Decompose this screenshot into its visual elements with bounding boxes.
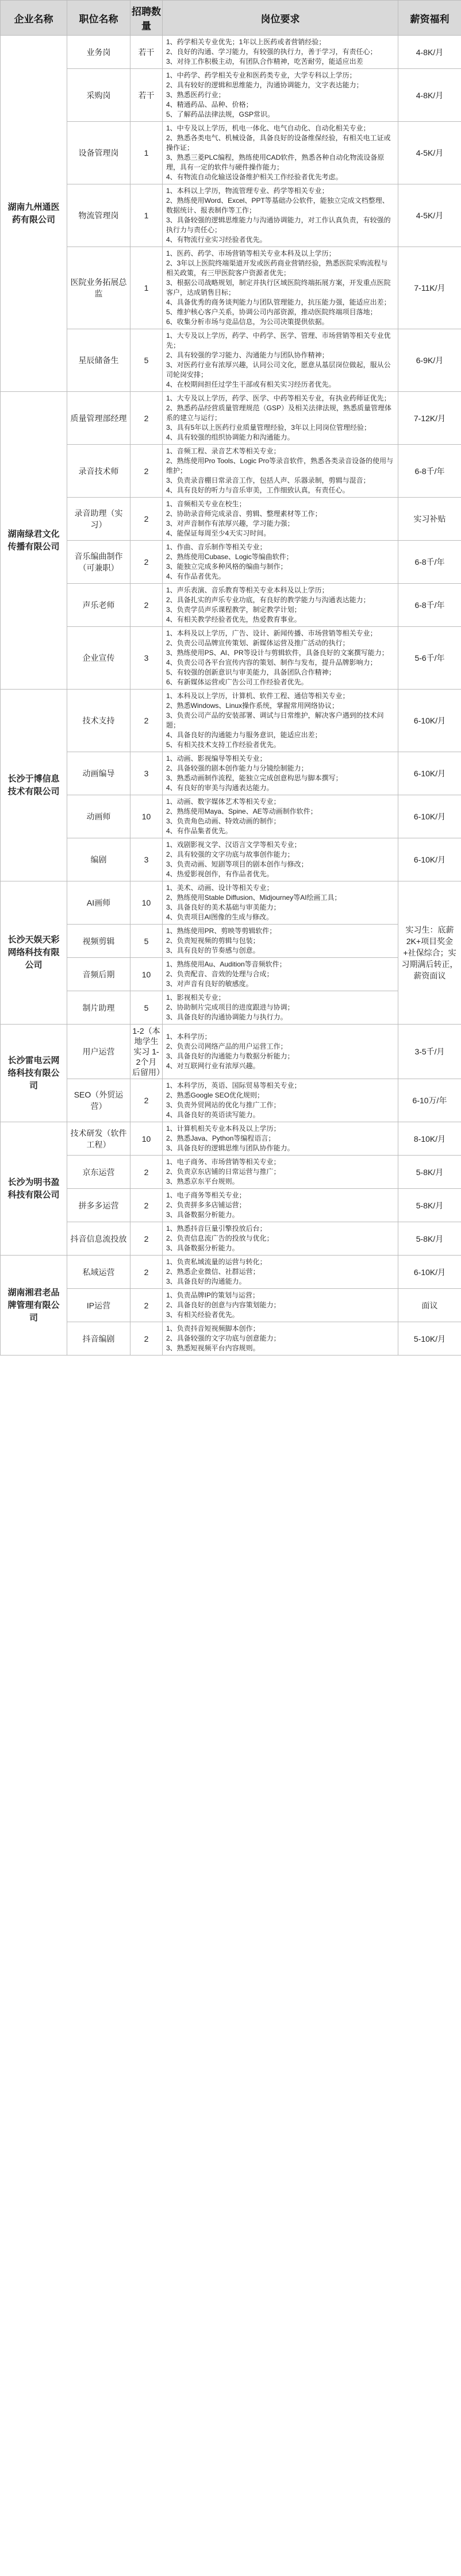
job-salary: 实习生：底薪2K+项目奖金+社保综合；实习期满后转正，薪资面议	[398, 881, 461, 1025]
requirement-line: 4、具备良好的英语读写能力。	[166, 1111, 260, 1119]
job-count: 若干	[130, 69, 163, 122]
requirement-line: 3、对声音有良好的敏感度。	[166, 980, 253, 988]
header-count: 招聘数量	[130, 1, 163, 36]
job-count: 10	[130, 1122, 163, 1156]
job-title: 音乐编曲制作（可兼职）	[67, 541, 130, 584]
job-count: 10	[130, 795, 163, 838]
requirement-line: 1、中专及以上学历，机电一体化、电气自动化、自动化相关专业；	[166, 124, 370, 132]
job-title: 物流管理岗	[67, 184, 130, 247]
table-row	[1, 1322, 461, 1356]
requirement-line: 2、负责短视频的剪辑与包装；	[166, 937, 260, 945]
job-count: 3	[130, 838, 163, 881]
requirement-line: 3、熟悉动画制作流程，能独立完成创意构思与脚本撰写；	[166, 774, 343, 782]
job-count: 1	[130, 184, 163, 247]
requirement-line: 2、协助制片完成项目的进度跟进与协调；	[166, 1003, 294, 1011]
job-requirements	[163, 1079, 398, 1122]
job-requirements	[163, 881, 398, 925]
requirement-line: 2、3年以上医院终端渠道开发或医药商业营销经验，熟悉医院采购流程与相关政策，有三甲医院客户资源者优先；	[166, 259, 388, 277]
table-row	[1, 1289, 461, 1322]
requirement-line: 5、有较强的创新意识与审美能力，具备团队合作精神；	[166, 668, 336, 676]
job-title: 设备管理岗	[67, 122, 130, 184]
table-row	[1, 1189, 461, 1222]
job-requirements	[163, 1025, 398, 1079]
company-name: 湖南九州通医药有限公司	[1, 36, 67, 392]
requirement-line: 2、负责信息流广告的投放与优化；	[166, 1234, 274, 1242]
job-count: 2	[130, 392, 163, 445]
job-title: 京东运营	[67, 1156, 130, 1189]
job-title: 企业宣传	[67, 627, 130, 690]
table-header	[1, 1, 461, 36]
job-title: 制片助理	[67, 991, 130, 1025]
requirement-line: 4、具有较强的组织协调能力和沟通能力。	[166, 433, 294, 441]
requirement-line: 2、熟悉药品经营质量管理规范（GSP）及相关法律法规，熟悉质量管理体系的建立与运行；	[166, 404, 392, 422]
job-title: 技术支持	[67, 690, 130, 752]
requirement-line: 1、大专及以上学历，药学、中药学、医学、管理、市场营销等相关专业优先；	[166, 332, 391, 349]
job-count: 2	[130, 541, 163, 584]
job-requirements	[163, 329, 398, 392]
company-name: 湖南湘君老品牌管理有限公司	[1, 1256, 67, 1356]
requirement-line: 3、负责学员声乐课程教学，制定教学计划；	[166, 606, 301, 614]
job-salary: 4-8K/月	[398, 69, 461, 122]
job-title: 音频后期	[67, 958, 130, 991]
requirement-line: 2、具备良好的创意与内容策划能力；	[166, 1301, 281, 1309]
table-row	[1, 498, 461, 541]
requirement-line: 2、熟悉各类电气、机械设备，具备良好的设备维保经验，有相关电工证或操作证；	[166, 134, 391, 152]
requirement-line: 2、熟练使用Stable Diffusion、Midjourney等AI绘画工具；	[166, 894, 341, 902]
job-salary: 8-10K/月	[398, 1122, 461, 1156]
requirement-line: 1、计算机相关专业本科及以上学历；	[166, 1125, 281, 1133]
requirement-line: 3、根据公司战略规划，制定并执行区域医院终端拓展方案，开发重点医院客户，达成销售目标；	[166, 279, 391, 297]
job-requirements	[163, 584, 398, 627]
table-row	[1, 795, 461, 838]
job-requirements	[163, 498, 398, 541]
job-title: 拼多多运营	[67, 1189, 130, 1222]
requirement-line: 4、有物流行业实习经验者优先。	[166, 236, 267, 244]
requirement-line: 2、良好的沟通、学习能力，有较强的执行力，善于学习，有责任心；	[166, 48, 377, 56]
job-salary: 6-8千/年	[398, 584, 461, 627]
job-salary: 6-10K/月	[398, 838, 461, 881]
requirement-line: 4、有作品者优先。	[166, 572, 225, 580]
requirement-line: 3、熟悉短视频平台内容规则。	[166, 1344, 260, 1352]
job-count: 若干	[130, 36, 163, 69]
table-row	[1, 690, 461, 752]
job-title: 动画师	[67, 795, 130, 838]
requirement-line: 2、协助录音师完成录音、剪辑、整理素材等工作；	[166, 510, 322, 518]
requirement-line: 1、戏剧影视文学、汉语言文学等相关专业；	[166, 841, 301, 849]
job-salary: 6-10万/年	[398, 1079, 461, 1122]
job-title: 业务岗	[67, 36, 130, 69]
requirement-line: 2、负责公司品牌宣传策划、新媒体运营及推广活动的执行；	[166, 639, 349, 647]
requirement-line: 4、在校期间担任过学生干部或有相关实习经历者优先。	[166, 380, 336, 388]
job-title: 质量管理部经理	[67, 392, 130, 445]
requirement-line: 6、有新媒体运营或广告公司工作经验者优先。	[166, 678, 308, 686]
job-salary: 实习补贴	[398, 498, 461, 541]
job-salary: 6-8千/年	[398, 445, 461, 498]
table-row	[1, 247, 461, 329]
job-title: IP运营	[67, 1289, 130, 1322]
requirement-line: 2、负责配音、音效的处理与合成；	[166, 970, 274, 978]
requirement-line: 2、熟练使用Maya、Spine、AE等动画制作软件；	[166, 807, 317, 815]
table-row	[1, 1025, 461, 1079]
job-requirements	[163, 1322, 398, 1356]
job-title: 医院业务拓展总监	[67, 247, 130, 329]
job-salary: 6-10K/月	[398, 752, 461, 795]
requirement-line: 3、负责录音棚日常录音工作，包括人声、乐器录制，剪辑与混音；	[166, 476, 370, 484]
requirement-line: 5、有相关技术支持工作经验者优先。	[166, 741, 281, 749]
requirement-line: 4、有相关教学经验者优先，热爱教育事业。	[166, 615, 301, 623]
job-count: 2	[130, 445, 163, 498]
job-count: 3	[130, 752, 163, 795]
company-name: 长沙于博信息技术有限公司	[1, 690, 67, 881]
requirement-line: 3、对声音制作有浓厚兴趣，学习能力强；	[166, 519, 294, 527]
requirement-line: 3、负责公司产品的安装部署、调试与日常维护，解决客户遇到的技术问题；	[166, 711, 384, 729]
table-row	[1, 838, 461, 881]
job-salary: 6-10K/月	[398, 690, 461, 752]
header-requirements: 岗位要求	[163, 1, 398, 36]
requirement-line: 2、熟悉企业微信、社群运营；	[166, 1268, 260, 1276]
requirement-line: 1、熟悉抖音巨量引擎投放后台；	[166, 1225, 267, 1233]
job-count: 5	[130, 329, 163, 392]
requirement-line: 2、具备扎实的声乐专业功底，有良好的教学能力与沟通表达能力；	[166, 596, 370, 604]
job-requirements	[163, 392, 398, 445]
requirement-line: 1、电子商务等相关专业；	[166, 1191, 246, 1199]
job-salary: 5-8K/月	[398, 1222, 461, 1256]
table-row	[1, 627, 461, 690]
requirement-line: 2、具备较强的剧本创作能力与分镜绘制能力；	[166, 764, 308, 772]
job-requirements	[163, 36, 398, 69]
job-requirements	[163, 122, 398, 184]
job-requirements	[163, 1256, 398, 1289]
job-count: 5	[130, 991, 163, 1025]
requirement-line: 2、熟悉Java、Python等编程语言；	[166, 1134, 275, 1142]
requirement-line: 1、美术、动画、设计等相关专业；	[166, 884, 274, 892]
requirement-line: 4、具备良好的沟通能力与服务意识，能适应出差；	[166, 731, 322, 739]
requirement-line: 4、精通药品、品种、价格；	[166, 101, 253, 109]
job-salary: 6-10K/月	[398, 795, 461, 838]
job-count: 3	[130, 627, 163, 690]
job-requirements	[163, 795, 398, 838]
job-requirements	[163, 1156, 398, 1189]
requirement-line: 1、音频相关专业在校生；	[166, 500, 246, 508]
header-row	[1, 1, 461, 36]
job-salary: 5-8K/月	[398, 1156, 461, 1189]
requirement-line: 3、有相关经验者优先。	[166, 1311, 239, 1319]
company-name: 长沙为明书盈科技有限公司	[1, 1122, 67, 1256]
requirement-line: 3、熟练使用PS、AI、PR等设计与剪辑软件，具备良好的文案撰写能力；	[166, 649, 389, 657]
job-title: 私域运营	[67, 1256, 130, 1289]
job-salary: 7-12K/月	[398, 392, 461, 445]
job-title: 技术研发（软件工程）	[67, 1122, 130, 1156]
requirement-line: 1、熟练使用PR、剪映等剪辑软件；	[166, 927, 276, 935]
job-requirements	[163, 925, 398, 958]
requirement-line: 1、动画、影视编导等相关专业；	[166, 754, 267, 763]
requirement-line: 1、负责抖音短视频脚本创作；	[166, 1324, 260, 1333]
requirement-line: 2、负责拼多多店铺运营；	[166, 1201, 246, 1209]
job-salary: 6-10K/月	[398, 1256, 461, 1289]
requirement-line: 1、本科学历，英语、国际贸易等相关专业；	[166, 1081, 301, 1089]
requirement-line: 4、具有良好的听力与音乐审美，工作细致认真，有责任心。	[166, 486, 349, 494]
requirement-line: 3、具备良好的沟通能力与数据分析能力；	[166, 1052, 294, 1060]
requirement-line: 4、有良好的审美与沟通表达能力。	[166, 784, 274, 792]
job-title: 星辰储备生	[67, 329, 130, 392]
job-count: 2	[130, 1289, 163, 1322]
job-requirements	[163, 627, 398, 690]
job-salary: 5-6千/年	[398, 627, 461, 690]
job-title: AI画师	[67, 881, 130, 925]
requirement-line: 2、负责京东店铺的日常运营与推广；	[166, 1168, 281, 1176]
company-name: 长沙天娱天彩网络科技有限公司	[1, 881, 67, 1025]
job-requirements	[163, 445, 398, 498]
requirement-line: 3、负责动画、短剧等项目的剧本创作与修改；	[166, 860, 308, 868]
requirement-line: 2、具有较强的学习能力、沟通能力与团队协作精神；	[166, 351, 329, 359]
requirement-line: 2、熟悉Google SEO优化规则；	[166, 1091, 264, 1099]
table-row	[1, 392, 461, 445]
requirement-line: 3、负责外贸网站的优化与推广工作；	[166, 1101, 281, 1109]
table-row	[1, 1222, 461, 1256]
job-requirements	[163, 1189, 398, 1222]
requirement-line: 3、熟悉三菱PLC编程，熟练使用CAD软件，熟悉各种自动化物流设备原理，具有一定的软件与硬件操作能力；	[166, 153, 385, 171]
job-count: 5	[130, 925, 163, 958]
requirement-line: 3、能独立完成多种风格的编曲与制作；	[166, 563, 287, 571]
job-count: 2	[130, 498, 163, 541]
requirement-line: 2、熟练使用Cubase、Logic等编曲软件；	[166, 553, 293, 561]
header-company: 企业名称	[1, 1, 67, 36]
job-requirements	[163, 1122, 398, 1156]
job-title: SEO（外贸运营）	[67, 1079, 130, 1122]
requirement-line: 1、中药学、药学相关专业和医药类专业，大学专科以上学历；	[166, 71, 356, 79]
job-salary: 5-8K/月	[398, 1189, 461, 1222]
job-title: 编剧	[67, 838, 130, 881]
job-count: 2	[130, 584, 163, 627]
requirement-line: 3、具备良好的逻辑思维与团队协作能力。	[166, 1144, 294, 1152]
job-count: 2	[130, 1322, 163, 1356]
requirement-line: 3、对待工作积极主动，有团队合作精神，吃苦耐劳，能适应出差	[166, 57, 363, 66]
requirement-line: 1、大专及以上学历，药学、医学、中药等相关专业，有执业药师证优先；	[166, 394, 391, 402]
requirement-line: 4、对互联网行业有浓厚兴趣。	[166, 1062, 260, 1070]
job-salary: 7-11K/月	[398, 247, 461, 329]
table-row	[1, 752, 461, 795]
requirement-line: 1、本科学历；	[166, 1033, 212, 1041]
table-row	[1, 925, 461, 958]
job-requirements	[163, 752, 398, 795]
requirement-line: 1、作曲、音乐制作等相关专业；	[166, 543, 267, 551]
job-salary: 4-8K/月	[398, 36, 461, 69]
requirement-line: 2、具有较好的逻辑和思维能力，沟通协调能力，文字表达能力；	[166, 81, 363, 89]
requirement-line: 1、熟练使用Au、Audition等音频软件；	[166, 960, 286, 968]
requirement-line: 2、具有较强的文字功底与故事创作能力；	[166, 850, 294, 858]
table-row	[1, 1122, 461, 1156]
requirement-line: 1、医药、药学、市场营销等相关专业本科及以上学历；	[166, 249, 336, 257]
job-requirements	[163, 991, 398, 1025]
requirement-line: 3、具备数据分析能力。	[166, 1211, 239, 1219]
job-count: 1-2（本地学生实习 1-2个月后留用）	[130, 1025, 163, 1079]
table-row	[1, 445, 461, 498]
job-requirements	[163, 1289, 398, 1322]
job-title: 录音技术师	[67, 445, 130, 498]
job-count: 2	[130, 1189, 163, 1222]
requirement-line: 3、具有5年以上医药行业质量管理经验，3年以上同岗位管理经验；	[166, 423, 371, 432]
requirement-line: 3、负责角色动画、特效动画的制作；	[166, 817, 281, 825]
job-requirements	[163, 1222, 398, 1256]
requirement-line: 1、负责私域流量的运营与转化；	[166, 1258, 267, 1266]
job-salary: 6-8千/年	[398, 541, 461, 584]
table-row	[1, 184, 461, 247]
requirement-line: 4、具备优秀的商务谈判能力与团队管理能力，抗压能力强，能适应出差；	[166, 298, 391, 306]
requirement-line: 3、对医药行业有浓厚兴趣，认同公司文化，愿意从基层岗位做起，服从公司轮岗安排；	[166, 361, 391, 379]
job-salary: 3-5千/月	[398, 1025, 461, 1079]
table-row	[1, 69, 461, 122]
requirement-line: 3、具备良好的美术基础与审美能力；	[166, 903, 281, 911]
job-salary: 4-5K/月	[398, 122, 461, 184]
requirement-line: 3、具备数据分析能力。	[166, 1244, 239, 1252]
requirement-line: 4、能保证每周至少4天实习时间。	[166, 529, 271, 537]
requirement-line: 4、有作品集者优先。	[166, 827, 232, 835]
job-salary: 面议	[398, 1289, 461, 1322]
table-row	[1, 122, 461, 184]
company-name: 湖南绿君文化传播有限公司	[1, 392, 67, 690]
company-name: 长沙雷电云网络科技有限公司	[1, 1025, 67, 1122]
requirement-line: 2、负责公司网络产品的用户运营工作；	[166, 1042, 287, 1050]
requirement-line: 1、动画、数字媒体艺术等相关专业；	[166, 798, 281, 806]
job-count: 2	[130, 1156, 163, 1189]
requirement-line: 5、维护核心客户关系，协调公司内部资源，推动医院终端项目落地；	[166, 308, 377, 316]
job-title: 动画编导	[67, 752, 130, 795]
job-title: 采购岗	[67, 69, 130, 122]
job-count: 2	[130, 690, 163, 752]
table-body	[1, 36, 461, 1356]
header-position: 职位名称	[67, 1, 130, 36]
table-row	[1, 1256, 461, 1289]
job-count: 2	[130, 1079, 163, 1122]
requirement-line: 5、了解药品法律法规，GSP常识。	[166, 110, 275, 118]
table-row	[1, 881, 461, 925]
job-count: 1	[130, 247, 163, 329]
table-row	[1, 1079, 461, 1122]
job-count: 1	[130, 122, 163, 184]
table-row	[1, 541, 461, 584]
requirement-line: 1、影视相关专业；	[166, 994, 225, 1002]
job-requirements	[163, 247, 398, 329]
job-requirements	[163, 184, 398, 247]
requirement-line: 2、具备较强的文字功底与创意能力；	[166, 1334, 281, 1342]
requirement-line: 6、收集分析市场与竞品信息，为公司决策提供依据。	[166, 318, 329, 326]
requirement-line: 1、负责品牌IP的策划与运营；	[166, 1291, 260, 1299]
table-row	[1, 584, 461, 627]
requirement-line: 2、熟练使用Word、Excel、PPT等基础办公软件，能独立完成文档整理、数据统计、报表制作等工作；	[166, 197, 389, 214]
requirement-line: 3、具有良好的节奏感与创意。	[166, 946, 260, 954]
requirement-line: 1、音频工程、录音艺术等相关专业；	[166, 447, 281, 455]
job-title: 录音助理（实习）	[67, 498, 130, 541]
table-row	[1, 329, 461, 392]
job-title: 抖音信息流投放	[67, 1222, 130, 1256]
requirement-line: 1、本科以上学历，物流管理专业、药学等相关专业；	[166, 187, 329, 195]
table-row	[1, 36, 461, 69]
header-salary: 薪资福利	[398, 1, 461, 36]
requirement-line: 1、药学相关专业优先；1年以上医药或者营销经验；	[166, 38, 326, 46]
requirement-line: 4、有物流自动化输送设备维护相关工作经验者优先考虑。	[166, 173, 343, 181]
job-count: 2	[130, 1222, 163, 1256]
requirement-line: 1、电子商务、市场营销等相关专业；	[166, 1158, 281, 1166]
requirement-line: 3、具备良好的沟通能力。	[166, 1277, 246, 1285]
requirement-line: 4、负责项目AI图像的生成与修改。	[166, 913, 274, 921]
requirement-line: 4、热爱影视创作，有作品者优先。	[166, 870, 274, 878]
requirement-line: 1、本科及以上学历，计算机、软件工程、通信等相关专业；	[166, 692, 349, 700]
requirement-line: 3、熟悉京东平台规则。	[166, 1177, 239, 1185]
job-requirements	[163, 958, 398, 991]
job-title: 抖音编剧	[67, 1322, 130, 1356]
job-title: 用户运营	[67, 1025, 130, 1079]
job-title: 视频剪辑	[67, 925, 130, 958]
job-salary: 5-10K/月	[398, 1322, 461, 1356]
table-row	[1, 991, 461, 1025]
table-row	[1, 1156, 461, 1189]
requirement-line: 2、熟练使用Pro Tools、Logic Pro等录音软件，熟悉各类录音设备的使用与维护；	[166, 457, 394, 475]
requirement-line: 2、熟悉Windows、Linux操作系统，掌握常用网络协议；	[166, 702, 339, 710]
requirement-line: 1、本科及以上学历，广告、设计、新闻传播、市场营销等相关专业；	[166, 629, 377, 637]
job-requirements	[163, 838, 398, 881]
requirement-line: 3、具备良好的沟通协调能力与执行力。	[166, 1013, 287, 1021]
job-count: 10	[130, 958, 163, 991]
job-title: 声乐老师	[67, 584, 130, 627]
job-salary: 6-9K/月	[398, 329, 461, 392]
table-row	[1, 958, 461, 991]
job-requirements	[163, 541, 398, 584]
requirement-line: 1、声乐表演、音乐教育等相关专业本科及以上学历；	[166, 586, 329, 594]
requirement-line: 3、具备较强的逻辑思维能力与沟通协调能力，对工作认真负责，有较强的执行力与责任心；	[166, 216, 391, 234]
requirement-line: 4、负责公司各平台宣传内容的策划、制作与发布，提升品牌影响力；	[166, 659, 377, 667]
job-requirements	[163, 690, 398, 752]
job-salary: 4-5K/月	[398, 184, 461, 247]
job-requirements	[163, 69, 398, 122]
requirement-line: 3、熟悉医药行业；	[166, 91, 225, 99]
job-count: 2	[130, 1256, 163, 1289]
job-count: 10	[130, 881, 163, 925]
